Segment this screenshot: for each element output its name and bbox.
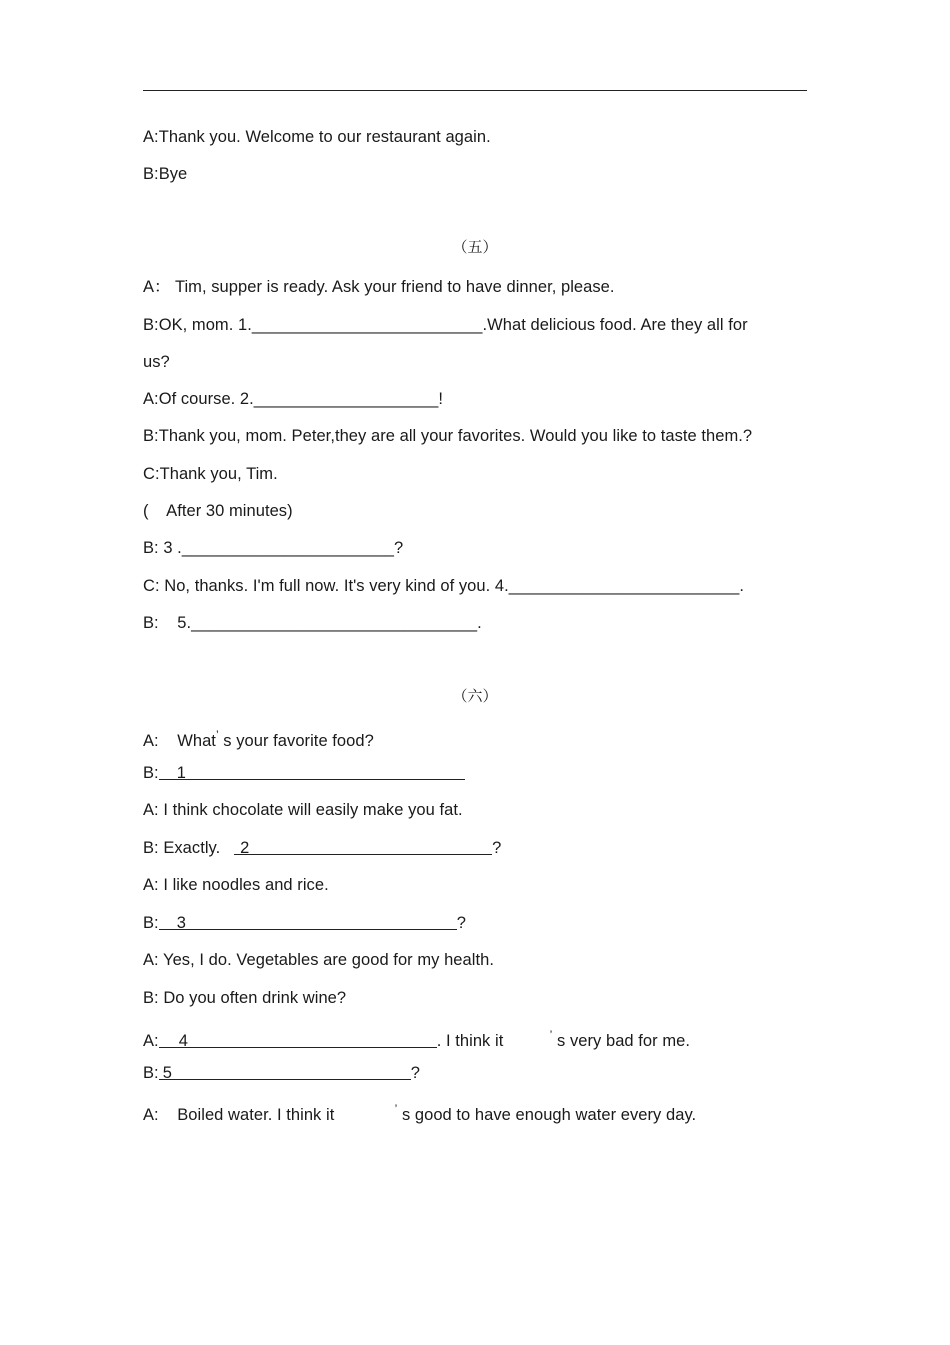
dialogue-line: us?: [143, 353, 170, 371]
blank-2[interactable]: 2: [234, 838, 492, 855]
dialogue-line: A: I like noodles and rice.: [143, 876, 329, 894]
dialogue-line: B: 5 ?: [143, 1064, 420, 1082]
blank-3[interactable]: 3: [159, 913, 457, 930]
dialogue-line: B:Thank you, mom. Peter,they are all your favorites. Would you like to taste them.?: [143, 427, 753, 445]
dialogue-line: A: 4 . I think it ’ s very bad for me.: [143, 1028, 690, 1050]
dialogue-line: B:Bye: [143, 165, 188, 183]
dialogue-line: A:Thank you. Welcome to our restaurant again.: [143, 128, 491, 146]
dialogue-line: B: Exactly. 2 ?: [143, 839, 502, 857]
dialogue-line: A: What’ s your favorite food?: [143, 728, 374, 750]
dialogue-line: A:Of course. 2.____________________!: [143, 390, 443, 408]
dialogue-line: A: I think chocolate will easily make you fat.: [143, 801, 463, 819]
blank-1[interactable]: 1: [159, 763, 465, 780]
dialogue-line: B: 1: [143, 763, 465, 783]
dialogue-line: A： Tim, supper is ready. Ask your friend to have dinner, please.: [143, 278, 615, 296]
dialogue-line: B: 5._______________________________.: [143, 614, 482, 632]
dialogue-line: C:Thank you, Tim.: [143, 465, 278, 483]
blank-4[interactable]: 4: [159, 1031, 437, 1048]
header-rule: [143, 90, 807, 91]
dialogue-line: B: Do you often drink wine?: [143, 989, 347, 1007]
dialogue-line: A: Yes, I do. Vegetables are good for my health.: [143, 951, 494, 969]
section-heading-6: （六）: [452, 687, 498, 705]
dialogue-line: B: 3 ?: [143, 914, 466, 932]
dialogue-line: B:OK, mom. 1._________________________.What delicious food. Are they all for: [143, 316, 748, 334]
section-heading-5: （五）: [452, 238, 498, 256]
blank-5[interactable]: 5: [159, 1063, 411, 1080]
dialogue-line: ( After 30 minutes): [143, 502, 293, 520]
dialogue-line: C: No, thanks. I'm full now. It's very kind of you. 4._________________________.: [143, 577, 745, 595]
dialogue-line: A: Boiled water. I think it ’ s good to have enough water every day.: [143, 1102, 697, 1124]
dialogue-line: B: 3 ._______________________?: [143, 539, 404, 557]
